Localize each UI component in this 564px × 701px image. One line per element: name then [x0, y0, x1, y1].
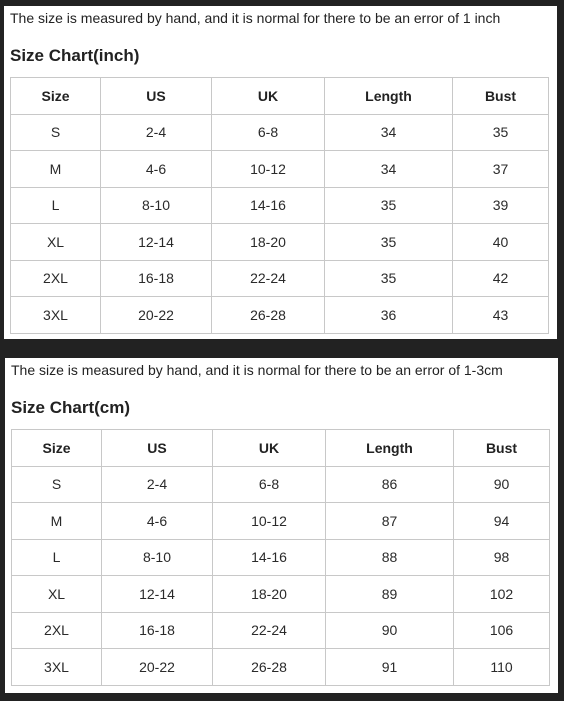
cell-bust: 94 [454, 503, 550, 540]
table-row [11, 151, 549, 188]
table-row [12, 539, 550, 576]
cell-us: 16-18 [101, 260, 212, 297]
measurement-note: The size is measured by hand, and it is normal for there to be an error of 1 inch [10, 10, 501, 26]
table-row [11, 224, 549, 261]
cell-size: S [11, 114, 101, 151]
header-size: Size [11, 78, 101, 115]
cell-us: 20-22 [102, 649, 213, 686]
cell-us: 8-10 [102, 539, 213, 576]
size-chart-cm-panel [5, 358, 558, 693]
cell-size: S [12, 466, 102, 503]
table-row [11, 114, 549, 151]
cell-bust: 37 [453, 151, 549, 188]
cell-us: 12-14 [102, 576, 213, 613]
cell-bust: 40 [453, 224, 549, 261]
chart-title: Size Chart(inch) [10, 46, 140, 65]
cell-uk: 26-28 [213, 649, 326, 686]
cell-uk: 10-12 [212, 151, 325, 188]
header-length: Length [325, 78, 453, 115]
cell-uk: 14-16 [212, 187, 325, 224]
size-table-cm [11, 429, 550, 686]
cell-size: M [12, 503, 102, 540]
size-chart-inch-panel [4, 6, 557, 339]
cell-length: 86 [326, 466, 454, 503]
cell-size: XL [11, 224, 101, 261]
cell-uk: 18-20 [212, 224, 325, 261]
cell-length: 88 [326, 539, 454, 576]
table-header-row [12, 430, 550, 467]
cell-size: 3XL [12, 649, 102, 686]
table-row [11, 187, 549, 224]
cell-bust: 42 [453, 260, 549, 297]
header-length: Length [326, 430, 454, 467]
cell-bust: 106 [454, 612, 550, 649]
cell-size: L [11, 187, 101, 224]
cell-bust: 102 [454, 576, 550, 613]
cell-us: 20-22 [101, 297, 212, 334]
header-bust: Bust [454, 430, 550, 467]
header-size: Size [12, 430, 102, 467]
table-row [11, 297, 549, 334]
cell-length: 90 [326, 612, 454, 649]
cell-bust: 35 [453, 114, 549, 151]
cell-uk: 18-20 [213, 576, 326, 613]
cell-size: 3XL [11, 297, 101, 334]
cell-size: 2XL [12, 612, 102, 649]
cell-length: 91 [326, 649, 454, 686]
cell-length: 35 [325, 224, 453, 261]
cell-bust: 43 [453, 297, 549, 334]
cell-us: 16-18 [102, 612, 213, 649]
measurement-note: The size is measured by hand, and it is normal for there to be an error of 1-3cm [11, 362, 503, 378]
header-us: US [101, 78, 212, 115]
cell-us: 2-4 [101, 114, 212, 151]
cell-bust: 110 [454, 649, 550, 686]
header-uk: UK [212, 78, 325, 115]
table-row [12, 576, 550, 613]
cell-bust: 98 [454, 539, 550, 576]
cell-us: 12-14 [101, 224, 212, 261]
cell-length: 36 [325, 297, 453, 334]
cell-uk: 22-24 [213, 612, 326, 649]
size-table-inch [10, 77, 549, 334]
cell-uk: 6-8 [213, 466, 326, 503]
chart-title: Size Chart(cm) [11, 398, 131, 417]
table-row [12, 649, 550, 686]
cell-size: M [11, 151, 101, 188]
cell-length: 87 [326, 503, 454, 540]
header-bust: Bust [453, 78, 549, 115]
header-uk: UK [213, 430, 326, 467]
cell-length: 34 [325, 114, 453, 151]
cell-uk: 22-24 [212, 260, 325, 297]
cell-uk: 10-12 [213, 503, 326, 540]
cell-us: 8-10 [101, 187, 212, 224]
cell-size: 2XL [11, 260, 101, 297]
cell-size: XL [12, 576, 102, 613]
cell-us: 2-4 [102, 466, 213, 503]
cell-length: 35 [325, 260, 453, 297]
cell-length: 35 [325, 187, 453, 224]
table-row [12, 612, 550, 649]
table-row [11, 260, 549, 297]
cell-us: 4-6 [102, 503, 213, 540]
cell-uk: 6-8 [212, 114, 325, 151]
cell-uk: 14-16 [213, 539, 326, 576]
cell-length: 89 [326, 576, 454, 613]
cell-size: L [12, 539, 102, 576]
cell-bust: 39 [453, 187, 549, 224]
table-row [12, 503, 550, 540]
header-us: US [102, 430, 213, 467]
cell-bust: 90 [454, 466, 550, 503]
cell-length: 34 [325, 151, 453, 188]
cell-us: 4-6 [101, 151, 212, 188]
table-header-row [11, 78, 549, 115]
cell-uk: 26-28 [212, 297, 325, 334]
table-row [12, 466, 550, 503]
